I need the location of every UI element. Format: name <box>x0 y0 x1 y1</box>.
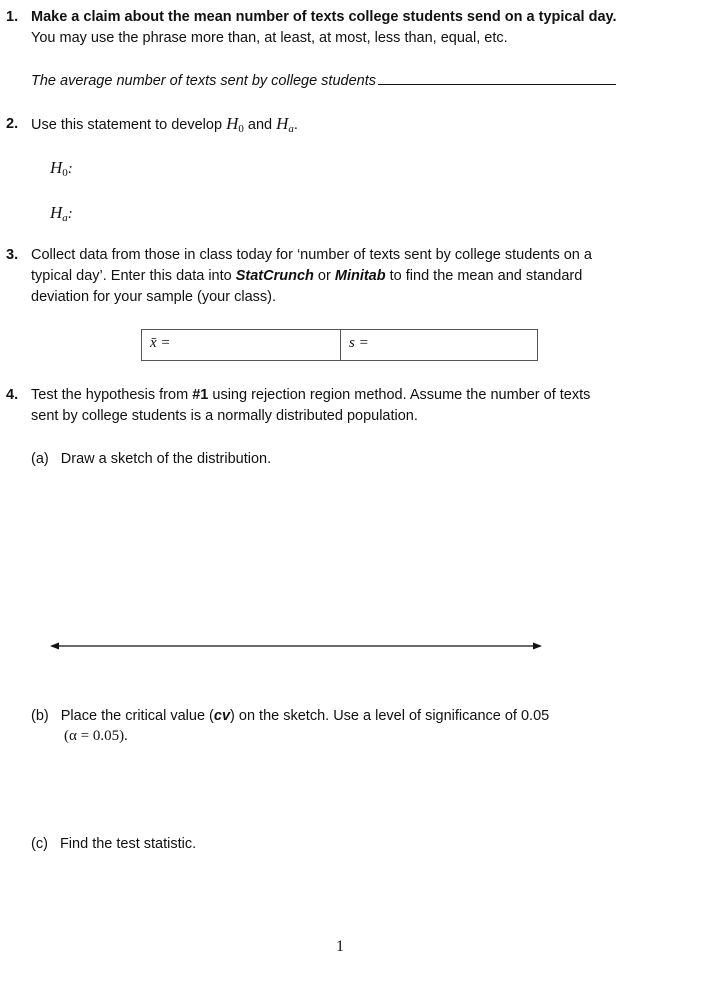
q2-text-before: Use this statement to develop <box>31 117 223 133</box>
statcrunch-label: StatCrunch <box>235 268 314 284</box>
left-arrowhead <box>50 643 59 650</box>
s-cell[interactable] <box>341 330 537 360</box>
q3-line2-b: to find the mean and standard <box>389 268 583 284</box>
q4b-label: (b) <box>31 708 49 724</box>
q4c <box>31 836 196 852</box>
number-line-axis <box>48 638 544 654</box>
q4a-text: Draw a sketch of the distribution. <box>60 451 272 467</box>
q4b-text-b: ) on the sketch. Use a level of significance of 0.05 <box>230 708 550 724</box>
q3-number: 3. <box>6 247 19 263</box>
q1-prompt: The average number of texts sent by college students <box>31 73 376 89</box>
right-arrowhead <box>533 643 542 650</box>
q4b-text-a: Place the critical value ( <box>60 708 214 724</box>
q2-and: and <box>247 117 273 133</box>
q2-period: . <box>293 117 298 133</box>
q1-hint: You may use the phrase more than, at least, at most, less than, equal, etc. <box>31 30 508 46</box>
h0-label: $H_0$: <box>50 158 73 179</box>
q4-line1-a: Test the hypothesis from <box>31 387 189 403</box>
q3-line2-a: typical day’. Enter this data into <box>31 268 232 284</box>
alpha-line: (α = 0.05). <box>64 728 128 744</box>
q1-number: 1. <box>6 9 19 25</box>
q4b <box>31 708 549 724</box>
q1-title: Make a claim about the mean number of texts college students send on a typical day. <box>31 9 617 25</box>
ha-label: $H_a$: <box>50 203 73 224</box>
h0-symbol: $H_0$ <box>226 114 244 135</box>
q3-line2 <box>31 268 582 284</box>
q4-line2: sent by college students is a normally distributed population. <box>31 408 418 424</box>
sample-stats-table <box>141 329 538 361</box>
q1-claim-line <box>31 71 616 89</box>
q2-number: 2. <box>6 116 19 132</box>
page-number: 1 <box>336 938 344 955</box>
q4-number: 4. <box>6 387 19 403</box>
xbar-label: x̄ = <box>150 335 171 351</box>
q4-ref: #1 <box>192 387 209 403</box>
cv-label: cv <box>213 708 231 724</box>
q4-line1 <box>31 387 590 403</box>
minitab-label: Minitab <box>334 268 386 284</box>
claim-blank <box>378 71 616 85</box>
q4-line1-b: using rejection region method. Assume the number of texts <box>212 387 591 403</box>
ha-symbol: $H_a$ <box>276 114 294 135</box>
q3-line3: deviation for your sample (your class). <box>31 289 276 305</box>
q4c-label: (c) <box>31 836 48 852</box>
q4a <box>31 451 271 467</box>
xbar-cell[interactable] <box>142 330 341 360</box>
s-label: s = <box>349 335 369 351</box>
q4c-text: Find the test statistic. <box>59 836 197 852</box>
q3-or: or <box>317 268 331 284</box>
q3-line1: Collect data from those in class today for ‘number of texts sent by college students on a <box>31 247 592 263</box>
q4a-label: (a) <box>31 451 49 467</box>
q2-text <box>31 114 298 135</box>
